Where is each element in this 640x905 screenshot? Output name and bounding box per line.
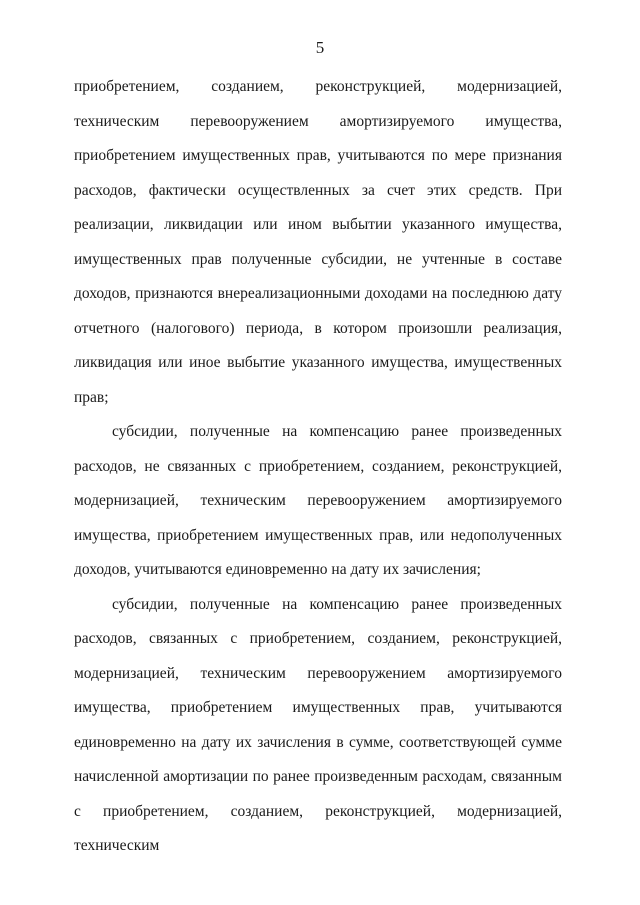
paragraph-subsidies-unrelated: субсидии, полученные на компенсацию ранее произведенных расходов, не связанных с приобретением, созданием, реконструкцией, модернизацией, техническим перевооружением амортизируемого имущества, приобретением имущественных прав, или недополученных доходов, учитываются единовременно на дату их зачисления; bbox=[74, 423, 562, 578]
paragraph-subsidies-related: субсидии, полученные на компенсацию ранее произведенных расходов, связанных с приобретением, созданием, реконструкцией, модернизацией, техническим перевооружением амортизируемого имущества, приобретением имущественных прав, учитываются единовременно на дату их зачисления в сумме, соответствующей сумме начисленной амортизации по ранее произведенным расходам, связанным с приобретением, созданием, реконструкцией, модернизацией, техническим bbox=[74, 595, 562, 854]
document-body bbox=[74, 70, 562, 864]
page-number: 5 bbox=[315, 38, 325, 57]
paragraph-continuation: приобретением, созданием, реконструкцией, модернизацией, техническим перевооружением амортизируемого имущества, приобретением имущественных прав, учитываются по мере признания расходов, фактически осуществленных за счет этих средств. При реализации, ликвидации или ином выбытии указанного имущества, имущественных прав полученные субсидии, не учтенные в составе доходов, признаются внереализационными доходами на последнюю дату отчетного (налогового) периода, в котором произошли реализация, ликвидация или иное выбытие указанного имущества, имущественных прав; bbox=[74, 78, 562, 406]
